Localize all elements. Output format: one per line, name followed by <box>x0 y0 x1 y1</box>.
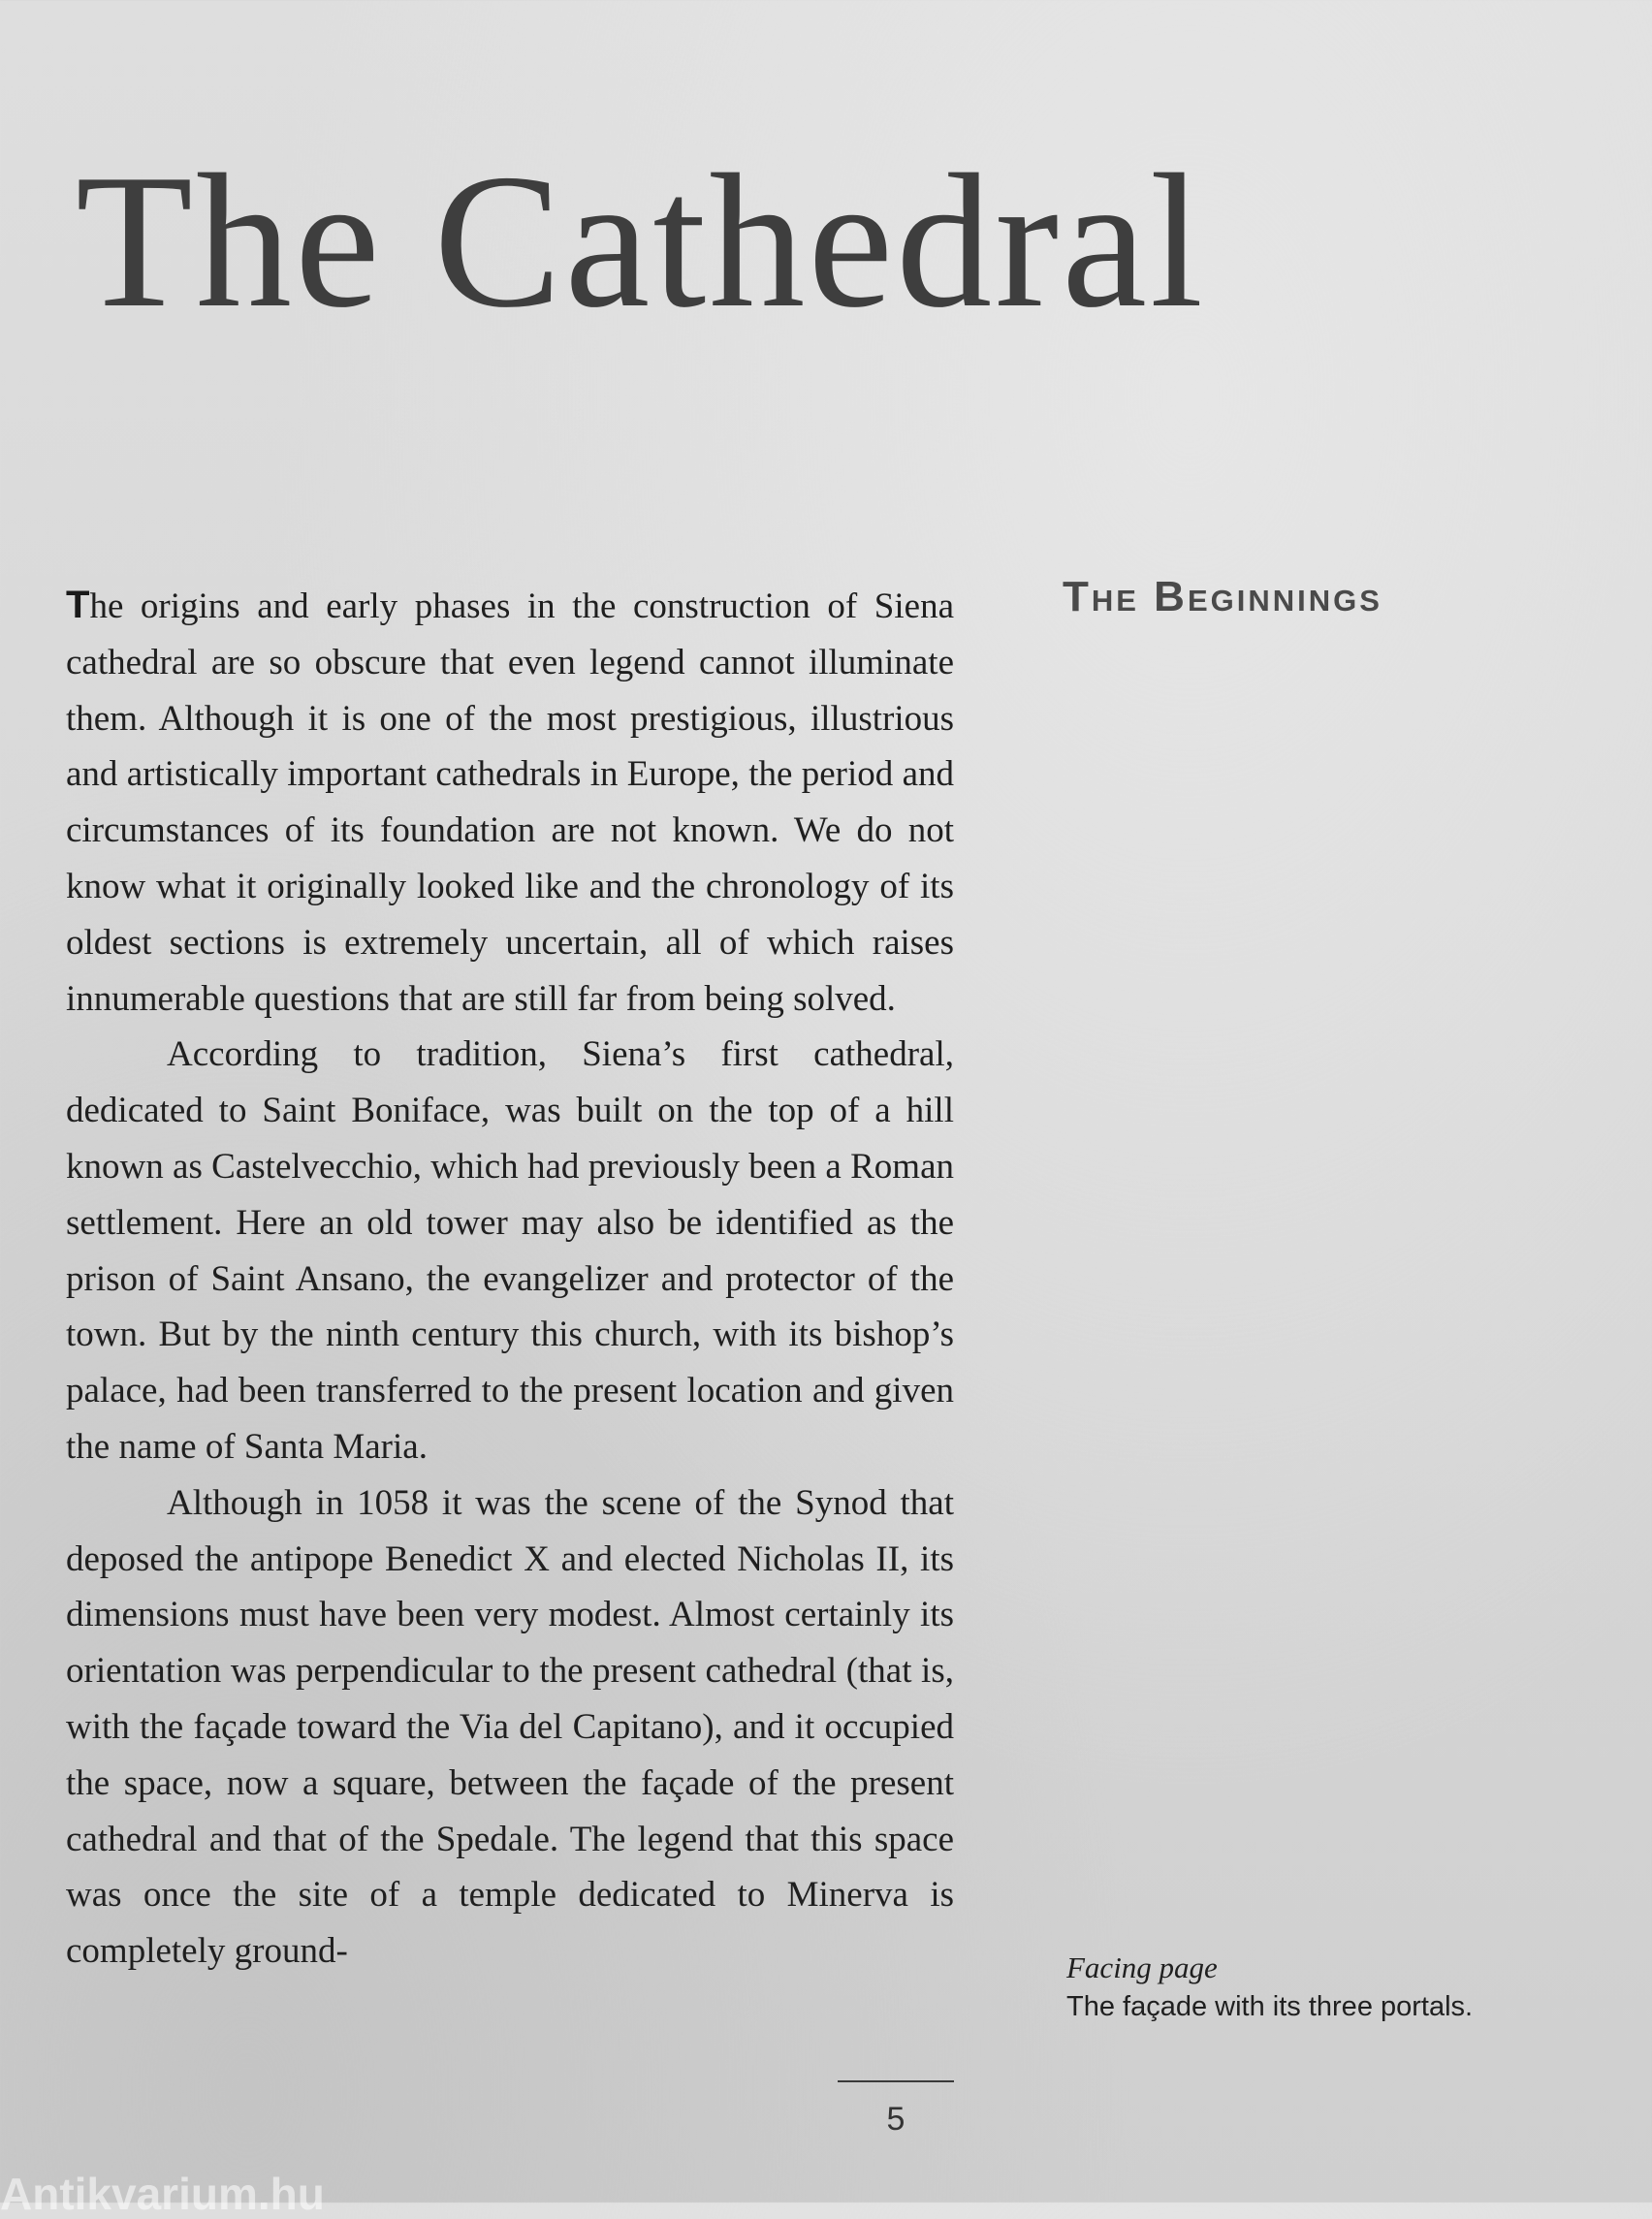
body-text <box>66 578 954 1980</box>
caption-text: The façade with its three portals. <box>1066 1991 1474 2022</box>
caption-title: Facing page <box>1066 1950 1218 1984</box>
initial-letter: T <box>66 584 90 626</box>
paragraph-1-text: he origins and early phases in the construction of Siena cathedral are so obscure that even legend cannot illuminate them. Although it is one of the most prestigious, illustrious and artistically important cathedrals in Europe, the period and circumstances of its foundation are not known. We do not know what it originally looked like and the chronology of its oldest sections is extremely uncertain, all of which raises innumerable questions that are still far from being solved. <box>66 586 954 1019</box>
page-title: The Cathedral <box>76 135 1206 347</box>
section-heading: The Beginnings <box>1063 573 1382 620</box>
paragraph-2: According to tradition, Siena’s first cathedral, dedicated to Saint Boniface, was built on the top of a hill known as Castelvecchio, which had previously been a Roman settlement. Here an old tower may also be identified as the prison of Saint Ansano, the evangelizer and protector of the town. But by the ninth century this church, with its bishop’s palace, had been transferred to the present location and given the name of Santa Maria. <box>66 1034 954 1467</box>
watermark: Antikvarium.hu <box>0 2169 325 2219</box>
page-number-rule <box>838 2080 954 2082</box>
figure-caption <box>1066 1949 1590 2026</box>
paragraph-3: Although in 1058 it was the scene of the Synod that deposed the antipope Benedict X and elected Nicholas II, its dimensions must have been very modest. Almost certainly its orientation was perpendicular to the present cathedral (that is, with the façade toward the Via del Capitano), and it occupied the space, now a square, between the façade of the present cathedral and that of the Spedale. The legend that this space was once the site of a temple dedicated to Minerva is completely ground- <box>66 1482 954 1972</box>
page-number: 5 <box>886 2101 905 2138</box>
paragraph-1 <box>66 578 954 1027</box>
